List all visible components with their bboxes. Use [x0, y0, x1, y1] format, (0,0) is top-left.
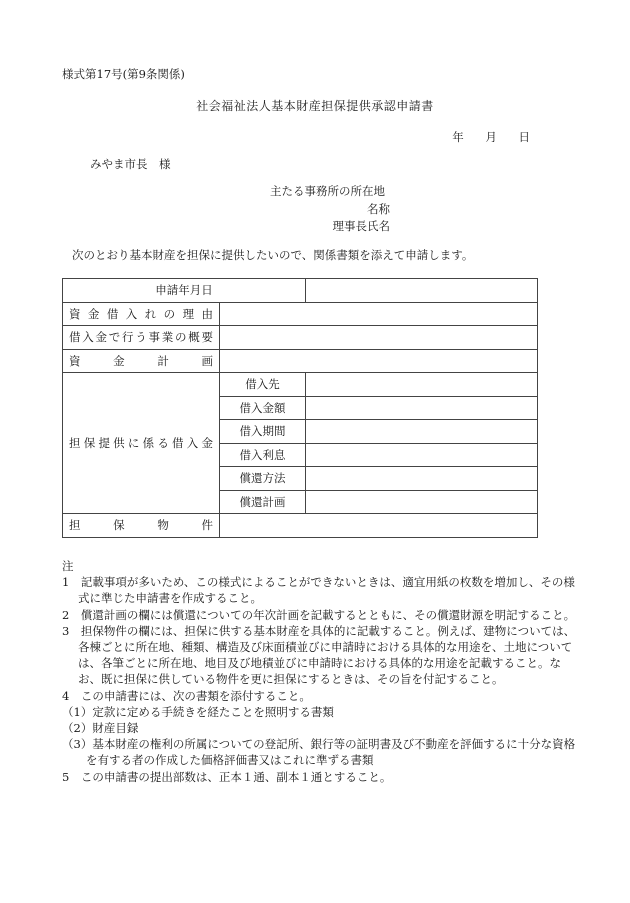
loan-item-field[interactable] — [306, 467, 538, 491]
applicant-address-label: 主たる事務所の所在地 — [270, 184, 385, 198]
note-item: 4 この申請書には、次の書類を添付すること。 — [62, 688, 311, 703]
application-form-table — [62, 278, 538, 538]
loan-item-label: 償還計画 — [220, 490, 306, 514]
fund-plan-field[interactable] — [220, 349, 538, 373]
reason-label: 資金借入れの理由 — [63, 302, 220, 326]
table-row — [63, 302, 538, 326]
loan-item-field[interactable] — [306, 396, 538, 420]
note-item: 1 記載事項が多いため、この様式によることができないときは、適宜用紙の枚数を増加し、その様式に準じた申請書を作成すること。 — [62, 575, 575, 606]
loan-item-field[interactable] — [306, 443, 538, 467]
note-sub-item: （1）定款に定める手続きを経たことを照明する書類 — [62, 704, 334, 719]
loan-item-field[interactable] — [306, 373, 538, 397]
notes-section — [62, 558, 582, 785]
date-line: 年 月 日 — [452, 130, 530, 144]
note-item: 2 償還計画の欄には償還についての年次計画を記載するとともに、その償還財源を明記すること。 — [62, 607, 576, 622]
table-row — [63, 349, 538, 373]
table-row — [63, 279, 538, 303]
business-outline-label: 借入金で行う事業の概要 — [63, 326, 220, 350]
application-statement: 次のとおり基本財産を担保に提供したいので、関係書類を添えて申請します。 — [72, 248, 474, 262]
table-row — [63, 326, 538, 350]
loan-item-label: 償還方法 — [220, 467, 306, 491]
applicant-rep-label: 理事長氏名 — [332, 219, 390, 233]
application-date-label: 申請年月日 — [63, 279, 306, 303]
note-item: 3 担保物件の欄には、担保に供する基本財産を具体的に記載すること。例えば、建物については、各棟ごとに所在地、種類、構造及び床面積並びに申請時における具体的な用途を、土地については、各筆ごとに所在地、地目及び地積並びに申請時における具体的な用途を記載すること。なお、既に担保に供している物件を更に担保にするときは、その旨を付記すること。 — [62, 623, 576, 687]
loan-item-label: 借入期間 — [220, 420, 306, 444]
note-sub-item: （3）基本財産の権利の所属についての登記所、銀行等の証明書及び不動産を評価するに十分な資格を有する者の作成した価格評価書又はこれに準ずる書類 — [62, 737, 576, 768]
loan-group-label: 担保提供に係る借入金 — [63, 373, 220, 514]
table-row — [63, 373, 538, 397]
loan-item-field[interactable] — [306, 490, 538, 514]
collateral-field[interactable] — [220, 514, 538, 538]
applicant-block — [270, 183, 390, 236]
fund-plan-label: 資金計画 — [63, 349, 220, 373]
note-item: 5 この申請書の提出部数は、正本１通、副本１通とすること。 — [62, 769, 392, 784]
applicant-name-label: 名称 — [367, 201, 390, 216]
notes-heading: 注 — [62, 559, 74, 573]
loan-item-label: 借入先 — [220, 373, 306, 397]
note-sub-item: （2）財産目録 — [62, 721, 139, 736]
application-date-field[interactable] — [306, 279, 538, 303]
collateral-label: 担保物件 — [63, 514, 220, 538]
loan-item-field[interactable] — [306, 420, 538, 444]
business-outline-field[interactable] — [220, 326, 538, 350]
loan-item-label: 借入金額 — [220, 396, 306, 420]
table-row — [63, 514, 538, 538]
page-title: 社会福祉法人基本財産担保提供承認申請書 — [196, 99, 434, 113]
form-number: 様式第17号(第9条関係) — [62, 67, 185, 81]
addressee: みやま市長 様 — [90, 157, 171, 171]
reason-field[interactable] — [220, 302, 538, 326]
loan-item-label: 借入利息 — [220, 443, 306, 467]
